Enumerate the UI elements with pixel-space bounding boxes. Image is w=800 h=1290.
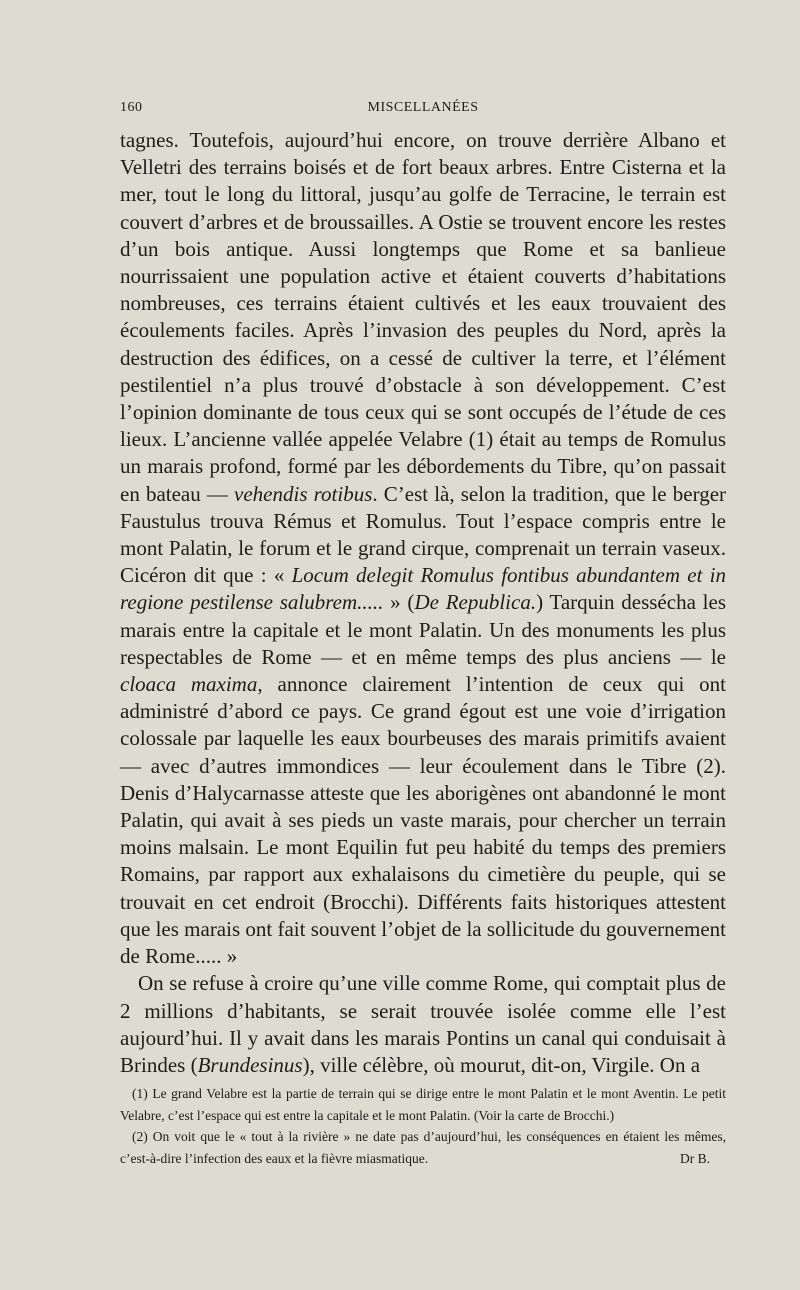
italic-phrase: cloaca maxima xyxy=(120,672,258,697)
text-segment: . C’est là, selon la tradition, que le berger Faustulus trouva Rémus et Romulus. Tout l’espace compris entre le mont Palatin, le forum et le grand cirque, comprenait un terrain vaseux. Cicéron dit que : « xyxy=(120,481,727,588)
footnote-1: (1) Le grand Velabre est la partie de terrain qui se dirige entre le mont Palatin et le mont Aventin. Le petit Velabre, c’est l’espace qui est entre la capitale et le mont Palatin. (Voir la carte de Brocchi.) xyxy=(120,1086,726,1123)
paragraph xyxy=(120,970,726,1079)
text-segment: » ( xyxy=(390,590,415,615)
text-segment: ) Tarquin dessécha les marais entre la capitale et le mont Palatin. Un des monuments les plus respectables de Rome — et en même temps des plus anciens — le xyxy=(120,590,726,669)
text-segment: On se refuse à croire qu’une ville comme Rome, qui comptait plus de 2 millions d’habitants, se serait trouvée isolée comme elle l’est aujourd’hui. Il y avait dans les marais Pontins un canal qui conduisait à Brindes ( xyxy=(120,971,726,1077)
footnotes xyxy=(120,1083,726,1169)
body-text xyxy=(120,127,726,1079)
latin-quotation: Locum delegit Romulus fontibus abundantem et in regione pestilense salubrem..... xyxy=(120,563,726,615)
italic-phrase: Brundesinus xyxy=(197,1052,303,1077)
italic-phrase: vehendis rotibus xyxy=(234,481,373,506)
work-title: De Republica. xyxy=(414,590,537,615)
running-head xyxy=(120,100,726,120)
text-segment: , annonce clairement l’intention de ceux qui ont administré d’abord ce pays. Ce grand égout est une voie d’irrigation colossale par laquelle les eaux bourbeuses des marais primitifs avaient — avec d’autres immondices — leur écoulement dans le Tibre (2). Denis d’Halycarnasse atteste que les aborigènes ont abandonné le mont Palatin, qui avait à ses pieds un vaste marais, pour chercher un terrain moins malsain. Le mont Equilin fut peu habité du temps des premiers Romains, par rapport aux exhalaisons du cimetière du peuple, qui se trouvait en cet endroit (Brocchi). Différents faits historiques attestent que les marais ont fait souvent l’objet de la sollicitude du gouvernement de Rome..... » xyxy=(120,672,726,969)
footnote-2 xyxy=(120,1126,726,1169)
paragraph-continued xyxy=(120,127,726,970)
signature: Dr B. xyxy=(680,1150,710,1166)
running-title: MISCELLANÉES xyxy=(367,100,479,115)
text-segment: tagnes. Toutefois, aujourd’hui encore, on trouve derrière Albano et Velletri des terrains boisés et de fort beaux arbres. Entre Cisterna et la mer, tout le long du littoral, jusqu’au golfe de Terracine, le terrain est couvert d’arbres et de broussailles. A Ostie se trouvent encore les restes d’un bois antique. Aussi longtemps que Rome et sa banlieue nourrissaient une population active et étaient couverts d’habitations nombreuses, ces terrains étaient cultivés et les eaux trouvaient des écoulements faciles. Après l’invasion des peuples du Nord, après la destruction des édifices, on a cessé de cultiver la terre, et l’élément pestilentiel n’a plus trouvé d’obstacle à son développement. C’est l’opinion dominante de tous ceux qui se sont occupés de l’étude de ces lieux. L’ancienne vallée appelée Velabre (1) était au temps de Romulus un marais profond, formé par les débordements du Tibre, qu’on passait en bateau — xyxy=(120,128,726,506)
footnote-2-text: (2) On voit que le « tout à la rivière » ne date pas d’aujourd’hui, les conséquences en étaient les mêmes, c’est-à-dire l’infection des eaux et la fièvre miasmatique. xyxy=(120,1129,726,1166)
text-segment: ), ville célèbre, où mourut, dit-on, Virgile. On a xyxy=(302,1052,701,1077)
page-number: 160 xyxy=(120,100,143,115)
